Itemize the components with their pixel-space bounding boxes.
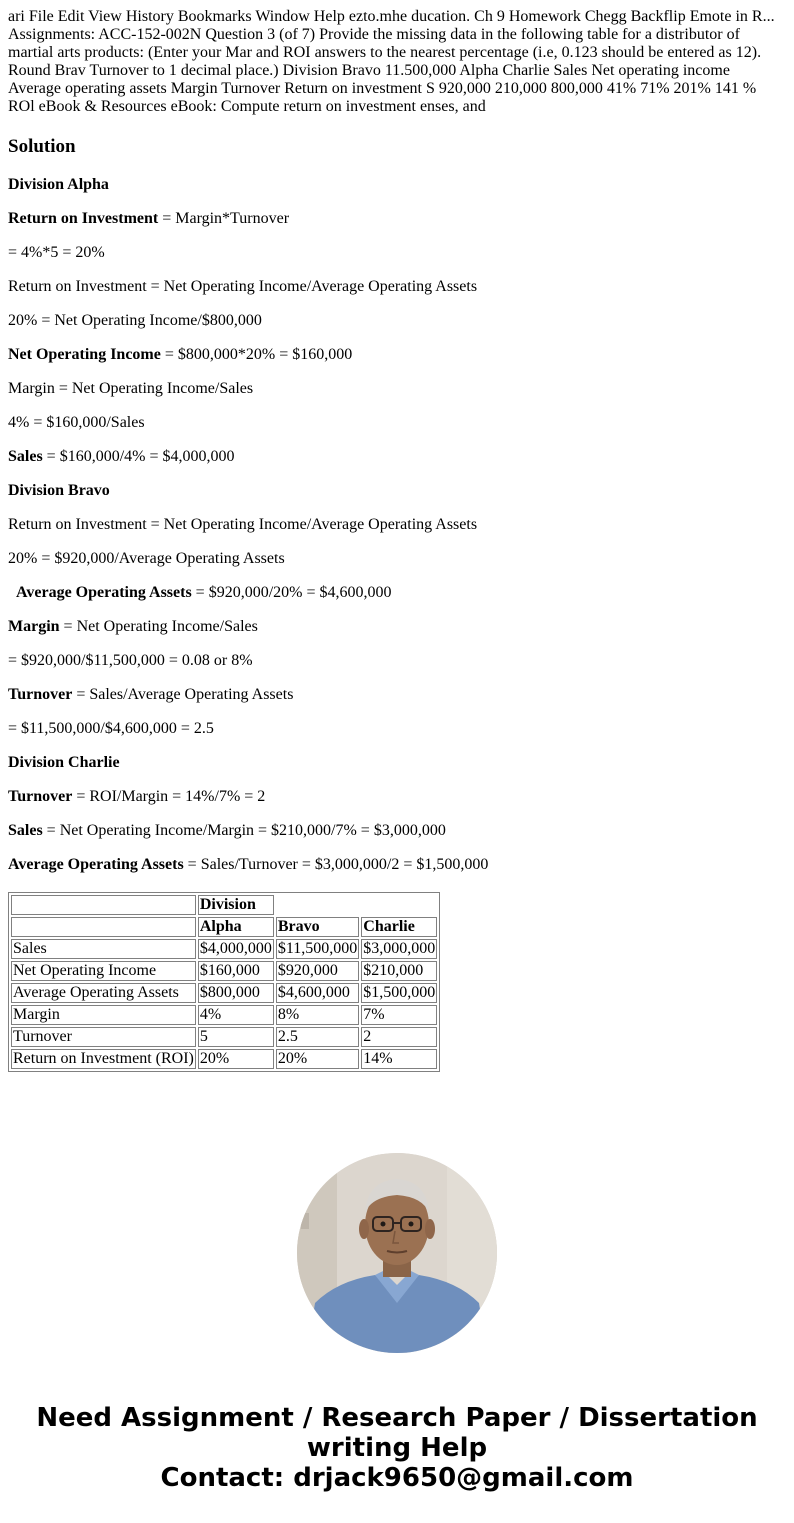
bravo-turnover-formula: Turnover = Sales/Average Operating Assets [8, 686, 294, 703]
table-cell: 2.5 [276, 1027, 359, 1047]
bravo-roi-def: Return on Investment = Net Operating Income/Average Operating Assets [8, 516, 478, 533]
table-cell: 4% [198, 1005, 274, 1025]
table-cell: $800,000 [198, 983, 274, 1003]
row-label: Margin [11, 1005, 196, 1025]
bravo-aoa-calc: Average Operating Assets = $920,000/20% = $4,600,000 [16, 584, 392, 601]
table-corner-cell [11, 917, 196, 937]
row-label: Average Operating Assets [11, 983, 196, 1003]
charlie-sales-calc: Sales = Net Operating Income/Margin = $210,000/7% = $3,000,000 [8, 822, 446, 839]
charlie-turnover-calc: Turnover = ROI/Margin = 14%/7% = 2 [8, 788, 266, 805]
charlie-heading: Division Charlie [8, 754, 120, 771]
author-portrait [297, 1153, 497, 1353]
table-row [11, 961, 437, 981]
table-cell: $4,000,000 [199, 940, 272, 957]
table-columns-row [11, 917, 437, 937]
division-header: Division [198, 895, 274, 915]
table-cell: $3,000,000 [363, 940, 436, 957]
results-table [8, 892, 440, 1072]
row-label: Sales [11, 939, 196, 959]
table-cell: $1,500,000 [363, 984, 436, 1001]
table-row [11, 1027, 437, 1047]
alpha-margin-def: Margin = Net Operating Income/Sales [8, 380, 254, 397]
row-label: Turnover [11, 1027, 196, 1047]
alpha-margin-sub: 4% = $160,000/Sales [8, 414, 145, 431]
alpha-sales-calc: Sales = $160,000/4% = $4,000,000 [8, 448, 235, 465]
table-cell: $210,000 [361, 961, 437, 981]
row-label: Net Operating Income [11, 961, 196, 981]
column-header: Charlie [361, 917, 437, 937]
author-avatar [297, 1153, 497, 1353]
bravo-turnover-calc: = $11,500,000/$4,600,000 = 2.5 [8, 720, 214, 737]
alpha-roi-calc: = 4%*5 = 20% [8, 244, 105, 261]
table-row [11, 983, 437, 1003]
table-cell: 20% [276, 1049, 359, 1069]
promo-line-1: Need Assignment / Research Paper / Dissertation [36, 1403, 758, 1433]
table-row [11, 1005, 437, 1025]
question-text: ari File Edit View History Bookmarks Window Help ezto.mhe ducation. Ch 9 Homework Chegg Backflip Emote in R... Assignments: ACC-152-002N Question 3 (of 7) Provide the missing data in the following table for a distributor of martial arts products: (Enter your Mar and ROI answers to the nearest percentage (i.e, 0.123 should be entered as 12). Round Brav Turnover to 1 decimal place.) Division Bravo 11.500,000 Alpha Charlie Sales Net operating income Average operating assets Margin Turnover Return on investment S 920,000 210,000 800,000 41% 71% 201% 141 % ROl eBook & Resources eBook: Compute return on investment enses, and [8, 8, 775, 115]
column-header: Alpha [198, 917, 274, 937]
table-cell: $920,000 [276, 961, 359, 981]
promo-contact: Contact: drjack9650@gmail.com [160, 1463, 634, 1493]
alpha-heading: Division Alpha [8, 176, 109, 193]
alpha-roi-sub: 20% = Net Operating Income/$800,000 [8, 312, 262, 329]
column-header: Bravo [276, 917, 359, 937]
table-cell: 2 [361, 1027, 437, 1047]
table-corner-cell [11, 895, 196, 915]
table-row [11, 1049, 437, 1069]
row-label: Return on Investment (ROI) [13, 1050, 194, 1067]
table-cell: $4,600,000 [276, 983, 359, 1003]
promo-banner [0, 1403, 794, 1493]
table-cell: 7% [361, 1005, 437, 1025]
alpha-roi-def: Return on Investment = Net Operating Income/Average Operating Assets [8, 278, 478, 295]
solution-heading: Solution [8, 136, 76, 157]
alpha-roi-formula: Return on Investment = Margin*Turnover [8, 210, 290, 227]
bravo-margin-formula: Margin = Net Operating Income/Sales [8, 618, 258, 635]
table-cell: $160,000 [198, 961, 274, 981]
table-cell: 14% [361, 1049, 437, 1069]
alpha-noi-calc: Net Operating Income = $800,000*20% = $160,000 [8, 346, 353, 363]
promo-line-2: writing Help [306, 1433, 488, 1463]
bravo-roi-sub: 20% = $920,000/Average Operating Assets [8, 550, 285, 567]
bravo-heading: Division Bravo [8, 482, 110, 499]
charlie-aoa-calc: Average Operating Assets = Sales/Turnover = $3,000,000/2 = $1,500,000 [8, 856, 489, 873]
table-cell: 20% [198, 1049, 274, 1069]
bravo-margin-calc: = $920,000/$11,500,000 = 0.08 or 8% [8, 652, 253, 669]
table-row [11, 939, 437, 959]
solution-body [0, 176, 794, 874]
table-cell: 8% [276, 1005, 359, 1025]
table-cell: $11,500,000 [277, 940, 358, 957]
table-header-row [11, 895, 437, 915]
table-cell: 5 [198, 1027, 274, 1047]
